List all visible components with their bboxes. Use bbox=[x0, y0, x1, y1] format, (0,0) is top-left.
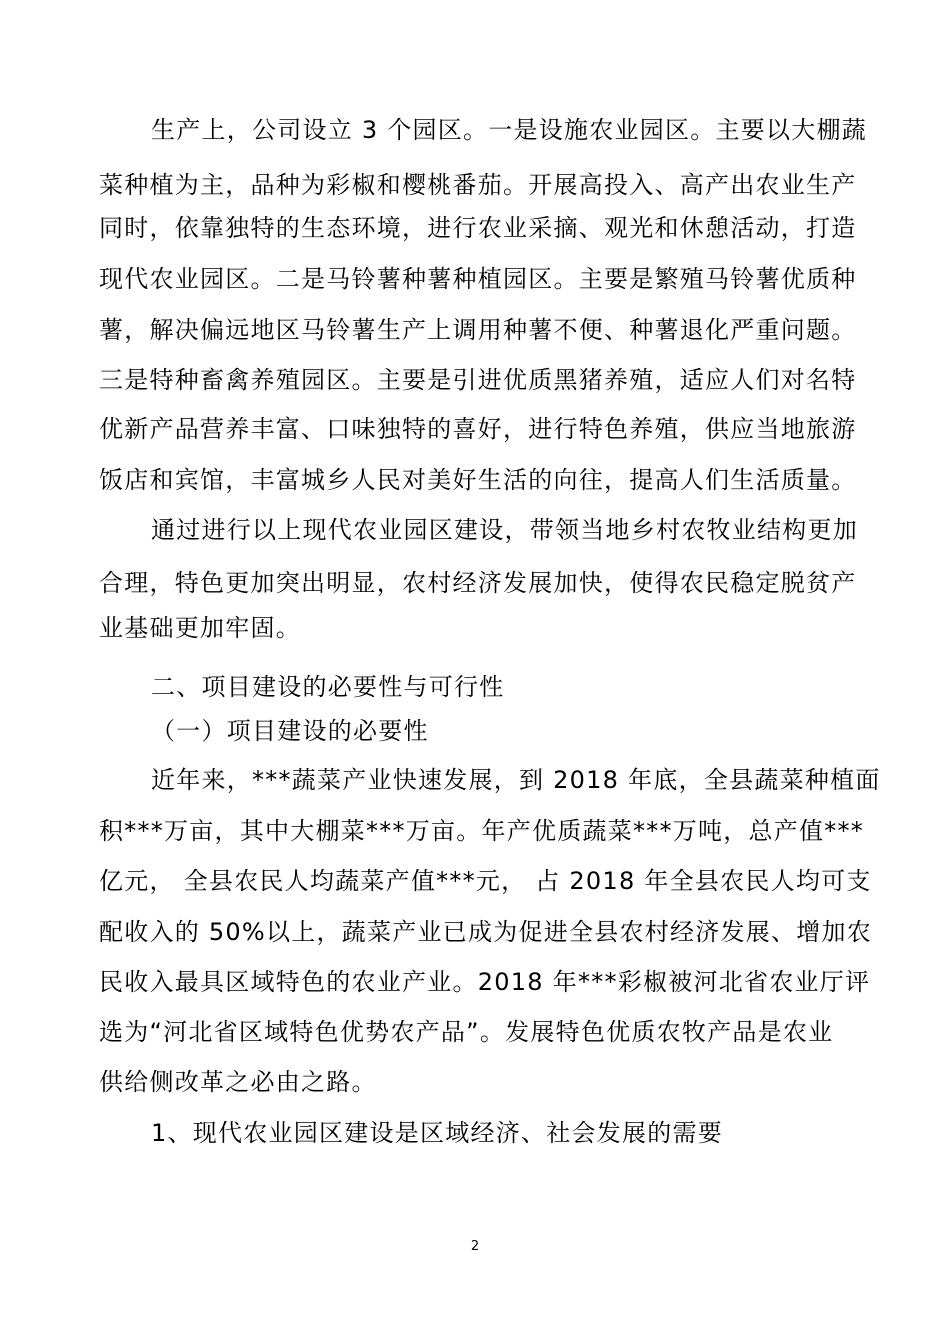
paragraph-1-line-2: 菜种植为主，品种为彩椒和樱桃番茄。开展高投入、高产出农业生产 bbox=[99, 171, 857, 199]
paragraph-3-line-3: 亿元， 全县农民人均蔬菜产值***元， 占 2018 年全县农民人均可支 bbox=[99, 867, 872, 895]
paragraph-1-line-7: 优新产品营养丰富、口味独特的喜好，进行特色养殖，供应当地旅游 bbox=[99, 415, 857, 443]
page-number: 2 bbox=[470, 1239, 480, 1254]
paragraph-2-line-1: 通过进行以上现代农业园区建设，带领当地乡村农牧业结构更加 bbox=[151, 516, 858, 544]
paragraph-1-line-3: 同时，依靠独特的生态环境，进行农业采摘、观光和休憩活动，打造 bbox=[99, 214, 857, 242]
paragraph-3-line-4: 配收入的 50%以上，蔬菜产业已成为促进全县农村经济发展、增加农 bbox=[99, 918, 872, 946]
paragraph-1-line-5: 薯，解决偏远地区马铃薯生产上调用种薯不便、种薯退化严重问题。 bbox=[99, 316, 857, 344]
paragraph-3-line-1: 近年来，***蔬菜产业快速发展，到 2018 年底，全县蔬菜种植面 bbox=[151, 766, 881, 794]
paragraph-2-line-2: 合理，特色更加突出明显，农村经济发展加快，使得农民稳定脱贫产 bbox=[99, 569, 857, 597]
paragraph-3-line-5: 民收入最具区域特色的农业产业。2018 年***彩椒被河北省农业厅评 bbox=[99, 968, 871, 996]
paragraph-1-line-4: 现代农业园区。二是马铃薯种薯种植园区。主要是繁殖马铃薯优质种 bbox=[99, 265, 857, 293]
paragraph-3-line-2: 积***万亩，其中大棚菜***万亩。年产优质蔬菜***万吨，总产值*** bbox=[99, 817, 864, 845]
section-heading: 二、项目建设的必要性与可行性 bbox=[151, 673, 505, 701]
paragraph-1-line-6: 三是特种畜禽养殖园区。主要是引进优质黑猪养殖，适应人们对名特 bbox=[99, 366, 857, 394]
paragraph-2-line-3: 业基础更加牢固。 bbox=[99, 614, 301, 642]
subsection-heading: （一）项目建设的必要性 bbox=[151, 717, 429, 745]
paragraph-1-line-1: 生产上，公司设立 3 个园区。一是设施农业园区。主要以大棚蔬 bbox=[151, 116, 868, 144]
paragraph-1-line-8: 饭店和宾馆，丰富城乡人民对美好生活的向往，提高人们生活质量。 bbox=[99, 466, 857, 494]
numbered-heading: 1、现代农业园区建设是区域经济、社会发展的需要 bbox=[151, 1119, 724, 1147]
paragraph-3-line-6: 选为“河北省区域特色优势农产品”。发展特色优质农牧产品是农业 bbox=[99, 1018, 834, 1046]
paragraph-3-line-7: 供给侧改革之必由之路。 bbox=[99, 1068, 377, 1096]
